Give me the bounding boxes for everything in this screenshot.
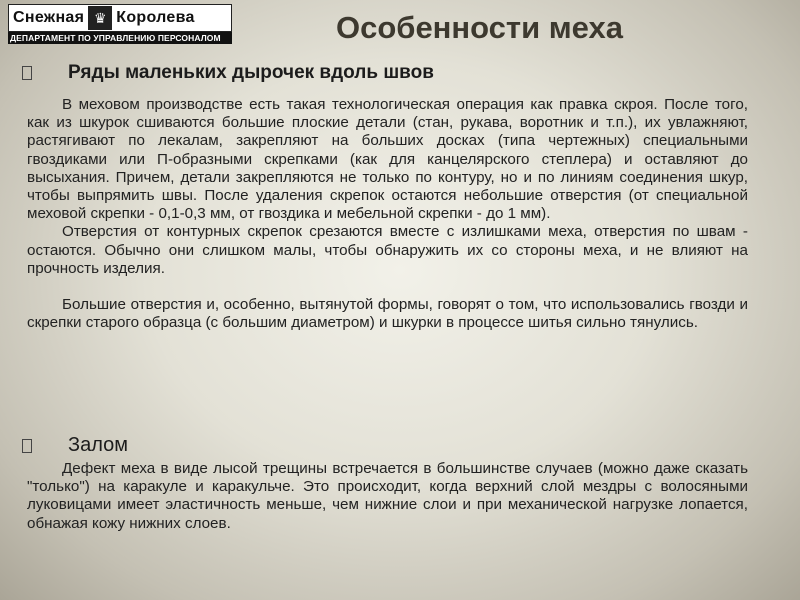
logo-department: ДЕПАРТАМЕНТ ПО УПРАВЛЕНИЮ ПЕРСОНАЛОМ: [8, 32, 232, 44]
logo-name-right: Королева: [116, 9, 195, 26]
company-logo: [8, 4, 232, 44]
logo-name-bar: [8, 4, 232, 32]
section-heading-row: [22, 434, 128, 457]
section-heading: Залом: [68, 434, 128, 456]
bullet-icon: [22, 66, 32, 80]
section-body: [27, 96, 748, 332]
logo-name-left: Снежная: [13, 9, 85, 26]
section-heading-row: [22, 62, 434, 84]
paragraph: Дефект меха в виде лысой трещины встречается в большинстве случаев (можно даже сказать "только") на каракуле и каракульче. Это происходит, когда верхний слой мездры с волосяными луковицами имеет эластичность меньше, чем нижние слои и при механической нагрузке лопается, обнажая кожу нижних слоев.: [27, 460, 748, 532]
crown-icon: ♛: [88, 6, 112, 30]
paragraph: Отверстия от контурных скрепок срезаются вместе с излишками меха, отверстия по швам - остаются. Обычно они слишком малы, чтобы обнаружить их со стороны меха, и не влияют на прочность изделия.: [27, 223, 748, 277]
paragraph: В меховом производстве есть такая технологическая операция как правка скроя. После того, как из шкурок сшиваются большие плоские детали (стан, рукава, воротник и т.п.), их увлажняют, растягивают по лекалам, закрепляют на больших досках (типа чертежных) специальными гвоздиками или П-образными скрепками (как для канцелярского степлера) и оставляют до высыхания. Причем, детали закрепляются не только по контуру, но и по линиям соединения шкур, чтобы выпрямить швы. После удаления скрепок остаются небольшие отверстия (от специальной меховой скрепки - 0,1-0,3 мм, от гвоздика и мебельной скрепки - до 1 мм).: [27, 96, 748, 223]
paragraph-spacer: [27, 278, 748, 296]
section-body: [27, 460, 748, 533]
section-heading: Ряды маленьких дырочек вдоль швов: [68, 62, 434, 83]
bullet-icon: [22, 439, 32, 453]
paragraph: Большие отверстия и, особенно, вытянутой формы, говорят о том, что использовались гвозди и скрепки старого образца (с большим диаметром) и шкурки в процессе шитья сильно тянулись.: [27, 296, 748, 332]
page-title: Особенности меха: [336, 10, 623, 45]
